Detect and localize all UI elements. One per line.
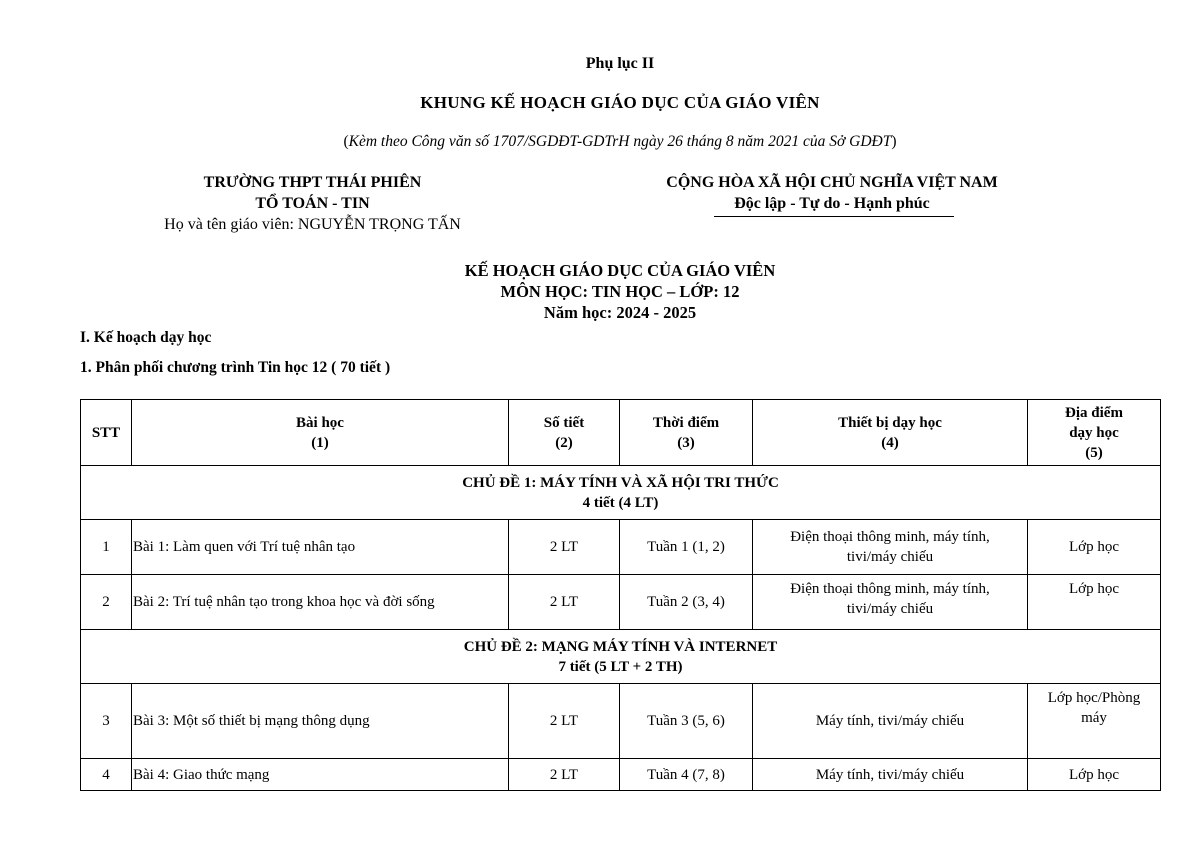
table-row <box>81 684 1161 759</box>
table-row <box>81 575 1161 630</box>
document-subtitle <box>0 133 1200 151</box>
plan-heading <box>0 260 1200 323</box>
nation-name: CỘNG HÒA XÃ HỘI CHỦ NGHĨA VIỆT NAM <box>666 174 998 191</box>
row-periods: 2 LT <box>509 520 620 575</box>
row-location: Lớp học <box>1028 520 1161 575</box>
header-time: Thời điểm (3) <box>620 400 753 466</box>
header-stt: STT <box>81 400 132 466</box>
row-time: Tuần 2 (3, 4) <box>620 575 753 630</box>
row-equipment: Máy tính, tivi/máy chiếu <box>753 684 1028 759</box>
header-equipment: Thiết bị dạy học (4) <box>753 400 1028 466</box>
topic-row <box>81 466 1161 520</box>
row-location: Lớp học/Phòng máy <box>1028 684 1161 759</box>
row-time: Tuần 1 (1, 2) <box>620 520 753 575</box>
row-stt: 4 <box>81 759 132 791</box>
topic-row <box>81 630 1161 684</box>
row-periods: 2 LT <box>509 684 620 759</box>
row-periods: 2 LT <box>509 575 620 630</box>
row-stt: 1 <box>81 520 132 575</box>
subtitle-reference: Kèm theo Công văn số 1707/SGDĐT-GDTrH ngày 26 tháng 8 năm 2021 của Sở GDĐT <box>348 133 892 150</box>
row-location: Lớp học <box>1028 759 1161 791</box>
row-periods: 2 LT <box>509 759 620 791</box>
school-name: TRƯỜNG THPT THÁI PHIÊN <box>203 174 422 191</box>
appendix-label: Phụ lục II <box>585 55 655 72</box>
subtitle-close-paren: ) <box>891 133 897 150</box>
header-location: Địa điểm dạy học (5) <box>1028 400 1161 466</box>
row-lesson: Bài 1: Làm quen với Trí tuệ nhân tạo <box>132 520 509 575</box>
document-title: KHUNG KẾ HOẠCH GIÁO DỤC CỦA GIÁO VIÊN <box>420 93 820 112</box>
plan-year: Năm học: 2024 - 2025 <box>543 303 697 322</box>
row-time: Tuần 3 (5, 6) <box>620 684 753 759</box>
row-stt: 2 <box>81 575 132 630</box>
table-header-row <box>81 400 1161 466</box>
motto-underline <box>714 216 954 217</box>
plan-title: KẾ HOẠCH GIÁO DỤC CỦA GIÁO VIÊN <box>464 261 776 280</box>
curriculum-table <box>80 399 1161 791</box>
plan-subject: MÔN HỌC: TIN HỌC – LỚP: 12 <box>500 282 740 301</box>
header-lesson: Bài học (1) <box>132 400 509 466</box>
section-teaching-plan: I. Kế hoạch dạy học <box>80 329 212 346</box>
nation-block <box>612 172 1052 214</box>
row-location: Lớp học <box>1028 575 1161 630</box>
topic-2-title: CHỦ ĐỀ 2: MẠNG MÁY TÍNH VÀ INTERNET <box>463 638 778 655</box>
row-time: Tuần 4 (7, 8) <box>620 759 753 791</box>
table-row <box>81 759 1161 791</box>
subtitle-open-paren: ( <box>343 133 349 150</box>
row-stt: 3 <box>81 684 132 759</box>
topic-1-periods: 4 tiết (4 LT) <box>582 494 659 511</box>
row-lesson: Bài 2: Trí tuệ nhân tạo trong khoa học và đời sống <box>132 575 509 630</box>
topic-2-periods: 7 tiết (5 LT + 2 TH) <box>558 658 683 675</box>
topic-1-cell <box>81 466 1161 520</box>
department-name: TỔ TOÁN - TIN <box>255 195 370 212</box>
topic-1-title: CHỦ ĐỀ 1: MÁY TÍNH VÀ XÃ HỘI TRI THỨC <box>462 474 779 491</box>
row-lesson: Bài 3: Một số thiết bị mạng thông dụng <box>132 684 509 759</box>
nation-motto: Độc lập - Tự do - Hạnh phúc <box>734 195 930 212</box>
table-row <box>81 520 1161 575</box>
teacher-name: Họ và tên giáo viên: NGUYỄN TRỌNG TẤN <box>164 216 461 233</box>
row-equipment: Điện thoại thông minh, máy tính, tivi/máy chiếu <box>753 520 1028 575</box>
topic-2-cell <box>81 630 1161 684</box>
header-periods: Số tiết (2) <box>509 400 620 466</box>
row-equipment: Máy tính, tivi/máy chiếu <box>753 759 1028 791</box>
row-equipment: Điện thoại thông minh, máy tính, tivi/máy chiếu <box>753 575 1028 630</box>
section-distribution: 1. Phân phối chương trình Tin học 12 ( 70 tiết ) <box>80 359 391 376</box>
row-lesson: Bài 4: Giao thức mạng <box>132 759 509 791</box>
school-block <box>110 172 515 235</box>
